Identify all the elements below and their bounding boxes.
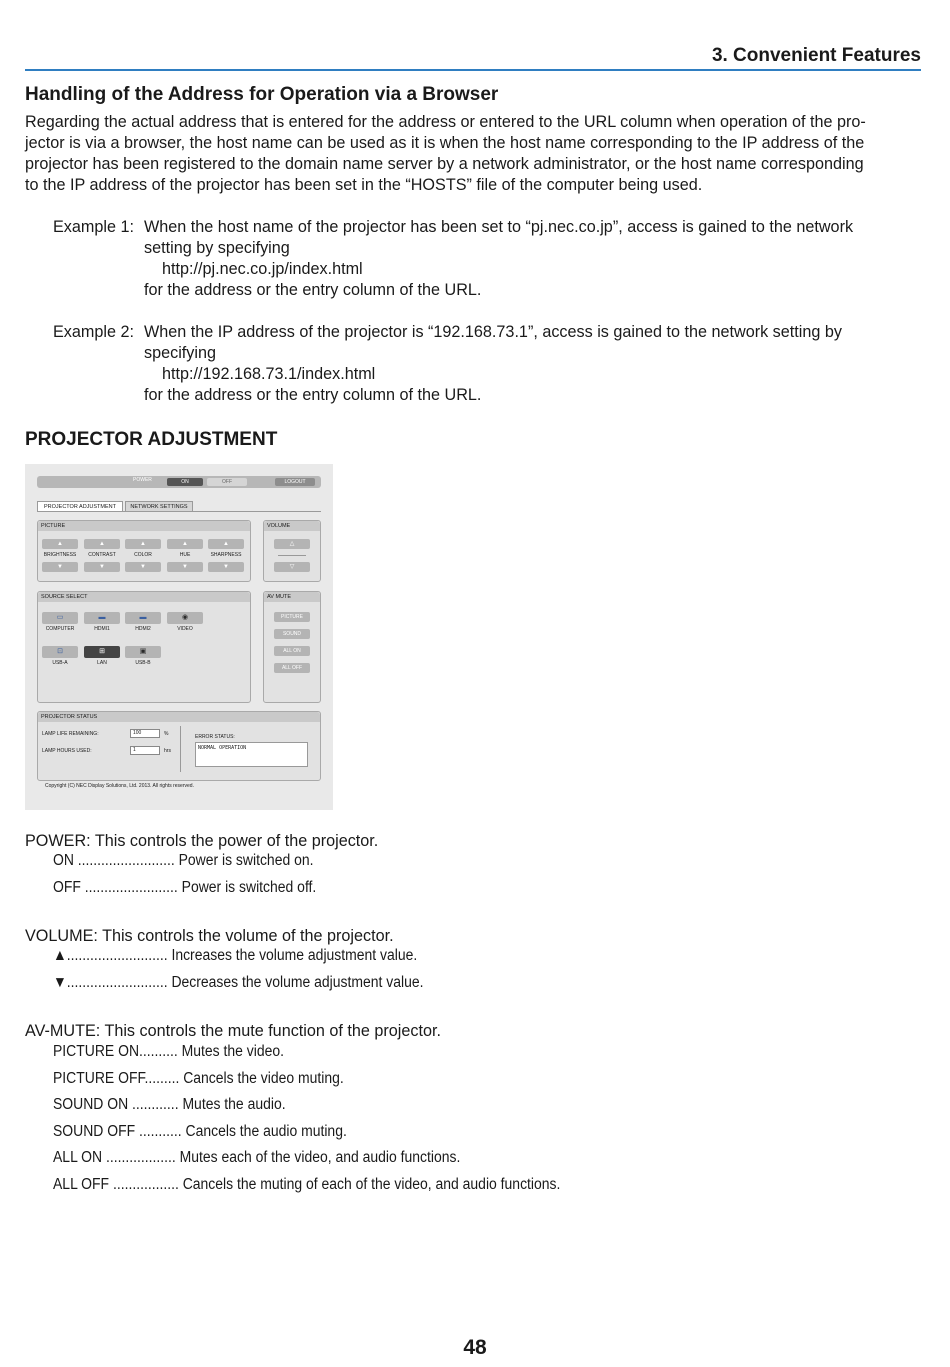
hue-down-button[interactable]: ▼ <box>167 562 203 572</box>
source-lan-label: LAN <box>97 660 107 666</box>
power-bar <box>37 476 321 488</box>
paragraph-line: jector is via a browser, the host name can be used as it is when the host name corresponding to the IP address of the <box>25 134 865 152</box>
lamp-hours-unit: hrs <box>164 748 171 754</box>
hue-up-button[interactable]: ▲ <box>167 539 203 549</box>
volume-up-button[interactable]: △ <box>274 539 310 549</box>
tab-network-settings[interactable]: NETWORK SETTINGS <box>125 501 193 512</box>
paragraph-line: projector has been registered to the domain name server by a network administrator, or the host name corresponding <box>25 155 864 173</box>
chapter-title: 3. Convenient Features <box>711 45 921 66</box>
sharpness-up-button[interactable]: ▲ <box>208 539 244 549</box>
all-off-item: ALL OFF ................. Cancels the muting of each of the video, and audio functions. <box>53 1176 561 1193</box>
copyright-text: Copyright (C) NEC Display Solutions, Ltd. 2013. All rights reserved. <box>45 783 194 789</box>
source-video-label: VIDEO <box>177 626 193 632</box>
power-off-item: OFF ........................ Power is switched off. <box>53 879 317 896</box>
volume-down-button[interactable]: ▽ <box>274 562 310 572</box>
source-hdmi1-label: HDMI1 <box>94 626 110 632</box>
source-usb-b-button[interactable]: ▣ <box>125 646 161 658</box>
volume-level-line <box>278 555 306 556</box>
lamp-hours-label: LAMP HOURS USED: <box>42 748 92 754</box>
picture-on-item: PICTURE ON.......... Mutes the video. <box>53 1043 285 1060</box>
source-usb-a-button[interactable]: ⊡ <box>42 646 78 658</box>
source-hdmi1-button[interactable]: ▬ <box>84 612 120 624</box>
av-mute-sound-button[interactable]: SOUND <box>274 629 310 639</box>
source-computer-label: COMPUTER <box>45 626 75 632</box>
color-up-button[interactable]: ▲ <box>125 539 161 549</box>
source-select-title: SOURCE SELECT <box>38 592 250 602</box>
error-status-box: NORMAL OPERATION <box>195 742 308 767</box>
projector-web-ui-screenshot <box>25 464 333 810</box>
example-2-label: Example 2: <box>53 323 134 341</box>
picture-off-item: PICTURE OFF......... Cancels the video muting. <box>53 1070 344 1087</box>
power-off-button[interactable]: OFF <box>207 478 247 486</box>
power-on-item: ON ......................... Power is switched on. <box>53 852 314 869</box>
lamp-life-field: 100 <box>130 729 160 738</box>
source-usb-b-label: USB-B <box>135 660 151 666</box>
example-line: for the address or the entry column of the URL. <box>144 386 482 404</box>
example-line: specifying <box>144 344 216 362</box>
example-line: for the address or the entry column of the URL. <box>144 281 482 299</box>
projector-status-title: PROJECTOR STATUS <box>38 712 320 722</box>
source-hdmi2-button[interactable]: ▬ <box>125 612 161 624</box>
brightness-up-button[interactable]: ▲ <box>42 539 78 549</box>
section-title: Handling of the Address for Operation via a Browser <box>25 84 499 105</box>
color-label: COLOR <box>134 552 152 558</box>
picture-panel <box>37 520 251 582</box>
example-line: When the host name of the projector has been set to “pj.nec.co.jp”, access is gained to the network <box>144 218 854 236</box>
tab-projector-adjustment[interactable]: PROJECTOR ADJUSTMENT <box>37 501 123 512</box>
av-mute-all-off-button[interactable]: ALL OFF <box>274 663 310 673</box>
paragraph-line: Regarding the actual address that is entered for the address or entered to the URL column when operation of the pro- <box>25 113 866 131</box>
sound-off-item: SOUND OFF ........... Cancels the audio muting. <box>53 1123 347 1140</box>
logout-button[interactable]: LOGOUT <box>275 478 315 486</box>
lamp-life-label: LAMP LIFE REMAINING: <box>42 731 99 737</box>
volume-description: VOLUME: This controls the volume of the projector. <box>25 927 394 945</box>
example-2-body <box>144 322 922 406</box>
hue-label: HUE <box>179 552 191 558</box>
source-video-button[interactable]: ◉ <box>167 612 203 624</box>
volume-up-item: ▲.......................... Increases the volume adjustment value. <box>53 947 418 964</box>
example-line: When the IP address of the projector is “192.168.73.1”, access is gained to the network setting by <box>144 323 842 341</box>
volume-title: VOLUME <box>264 521 320 531</box>
error-status-label: ERROR STATUS: <box>195 734 235 740</box>
power-on-button[interactable]: ON <box>167 478 203 486</box>
adjustment-title: PROJECTOR ADJUSTMENT <box>25 429 278 450</box>
example-url: http://pj.nec.co.jp/index.html <box>162 260 363 278</box>
av-mute-all-on-button[interactable]: ALL ON <box>274 646 310 656</box>
sharpness-down-button[interactable]: ▼ <box>208 562 244 572</box>
paragraph-line: to the IP address of the projector has been set in the “HOSTS” file of the computer being used. <box>25 176 703 194</box>
lamp-hours-field: 1 <box>130 746 160 755</box>
av-mute-picture-button[interactable]: PICTURE <box>274 612 310 622</box>
source-select-panel <box>37 591 251 703</box>
example-1-label: Example 1: <box>53 218 134 236</box>
page-number: 48 <box>463 1336 487 1359</box>
av-mute-panel <box>263 591 321 703</box>
example-line: setting by specifying <box>144 239 290 257</box>
projector-status-panel <box>37 711 321 781</box>
power-label: POWER <box>133 477 152 483</box>
source-computer-button[interactable]: ▭ <box>42 612 78 624</box>
av-mute-title: AV MUTE <box>264 592 320 602</box>
example-url: http://192.168.73.1/index.html <box>162 365 376 383</box>
sharpness-label: SHARPNESS <box>210 552 242 558</box>
status-divider <box>180 726 181 772</box>
contrast-down-button[interactable]: ▼ <box>84 562 120 572</box>
power-description: POWER: This controls the power of the projector. <box>25 832 379 850</box>
all-on-item: ALL ON .................. Mutes each of the video, and audio functions. <box>53 1149 461 1166</box>
brightness-down-button[interactable]: ▼ <box>42 562 78 572</box>
color-down-button[interactable]: ▼ <box>125 562 161 572</box>
sound-on-item: SOUND ON ............ Mutes the audio. <box>53 1096 286 1113</box>
contrast-up-button[interactable]: ▲ <box>84 539 120 549</box>
source-usb-a-label: USB-A <box>52 660 68 666</box>
av-mute-description: AV-MUTE: This controls the mute function of the projector. <box>25 1022 441 1040</box>
brightness-label: BRIGHTNESS <box>43 552 77 558</box>
volume-down-item: ▼.......................... Decreases the volume adjustment value. <box>53 974 424 991</box>
header-rule <box>25 69 921 71</box>
source-lan-button[interactable]: ⊞ <box>84 646 120 658</box>
volume-panel <box>263 520 321 582</box>
source-hdmi2-label: HDMI2 <box>135 626 151 632</box>
contrast-label: CONTRAST <box>88 552 116 558</box>
intro-paragraph <box>25 112 922 196</box>
picture-title: PICTURE <box>38 521 250 531</box>
lamp-life-unit: % <box>164 731 169 737</box>
tab-divider <box>37 511 321 512</box>
example-1-body <box>144 217 922 301</box>
